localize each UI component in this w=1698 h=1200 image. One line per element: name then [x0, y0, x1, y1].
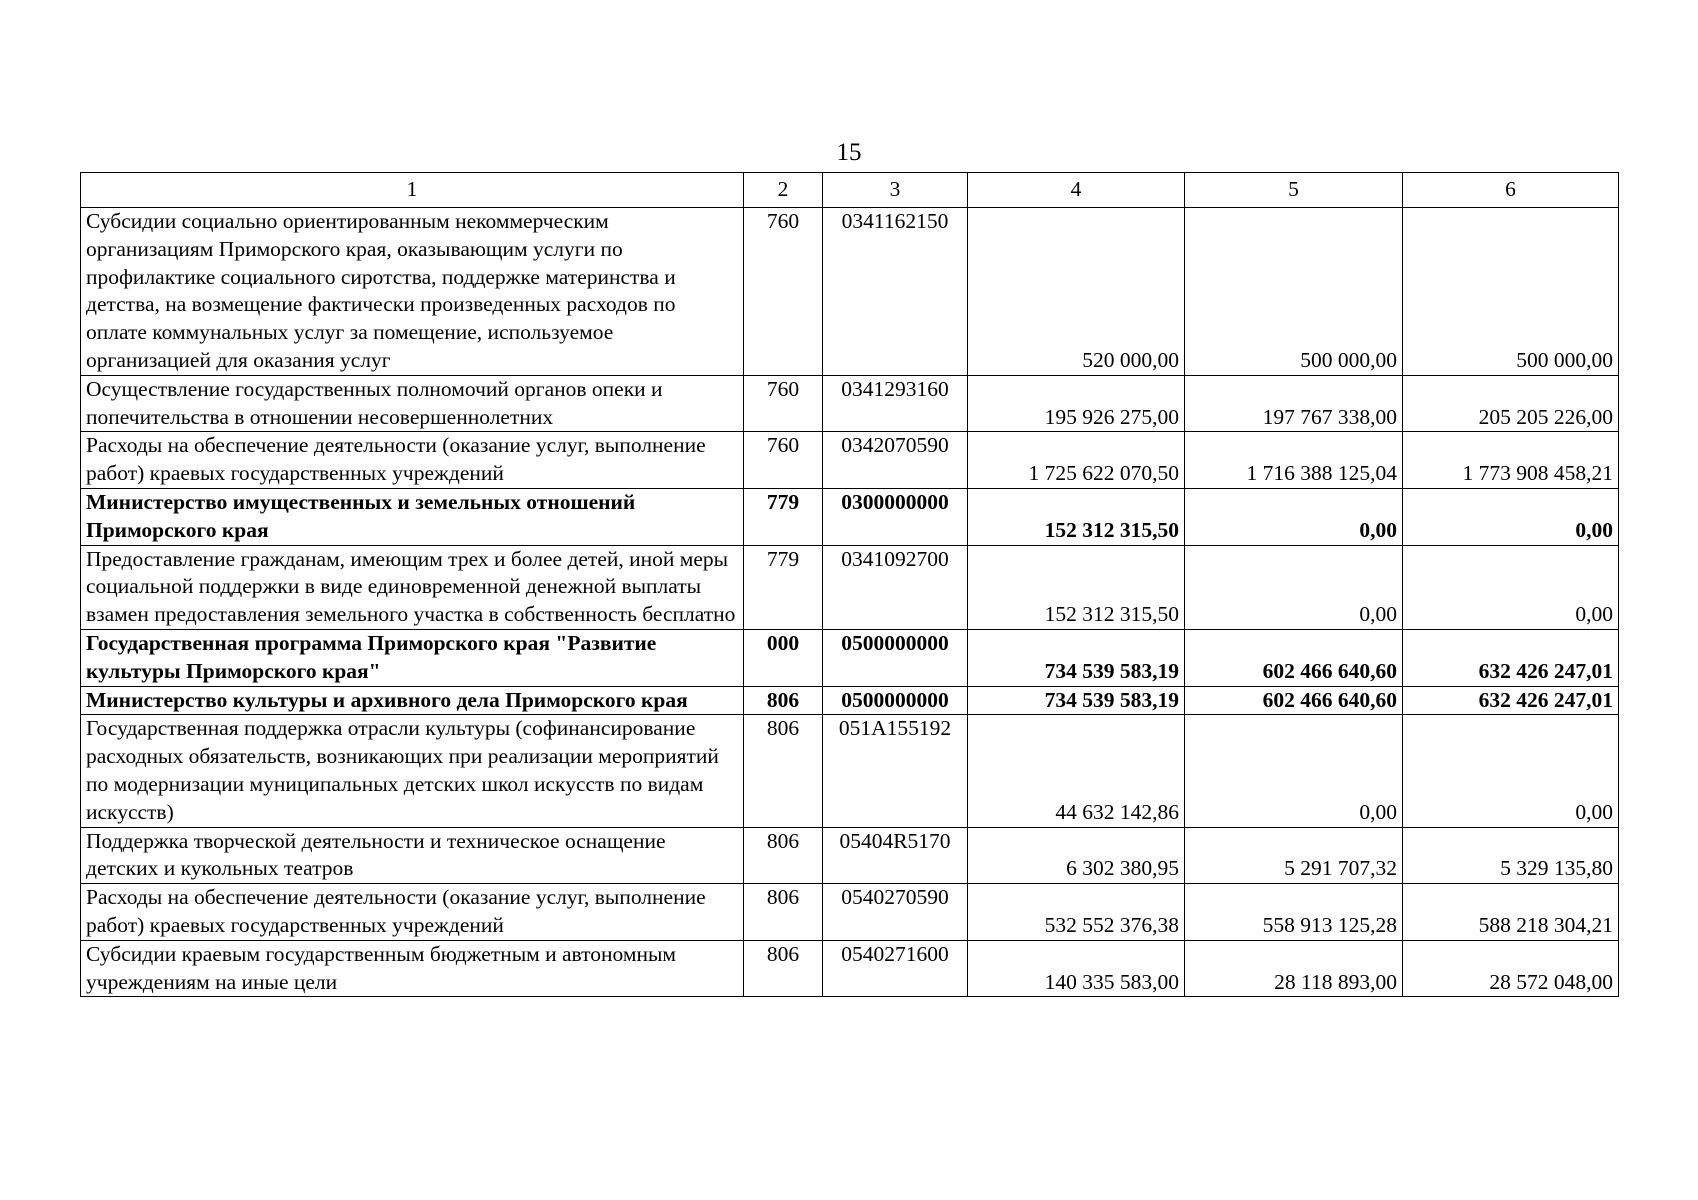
row-amount-col6: 632 426 247,01 [1403, 686, 1619, 715]
row-amount-col5: 197 767 338,00 [1185, 375, 1403, 432]
row-code: 806 [744, 884, 823, 941]
row-amount-col5: 500 000,00 [1185, 208, 1403, 376]
row-amount-col6: 28 572 048,00 [1403, 940, 1619, 997]
row-amount-col4: 1 725 622 070,50 [968, 432, 1185, 489]
row-name: Расходы на обеспечение деятельности (оказание услуг, выполнение работ) краевых государственных учреждений [81, 884, 744, 941]
table-header-row [81, 173, 1619, 208]
row-target-article: 0300000000 [823, 488, 968, 545]
row-name: Министерство культуры и архивного дела Приморского края [81, 686, 744, 715]
row-amount-col6: 0,00 [1403, 715, 1619, 827]
row-amount-col4: 152 312 315,50 [968, 545, 1185, 629]
table-row [81, 208, 1619, 376]
row-amount-col5: 5 291 707,32 [1185, 827, 1403, 884]
row-amount-col5: 0,00 [1185, 545, 1403, 629]
row-code: 806 [744, 827, 823, 884]
row-amount-col5: 0,00 [1185, 488, 1403, 545]
row-target-article: 0500000000 [823, 686, 968, 715]
column-header: 3 [823, 173, 968, 208]
table-row [81, 715, 1619, 827]
row-amount-col4: 195 926 275,00 [968, 375, 1185, 432]
row-amount-col4: 152 312 315,50 [968, 488, 1185, 545]
row-name: Предоставление гражданам, имеющим трех и более детей, иной меры социальной поддержки в виде единовременной денежной выплаты взамен предоставления земельного участка в собственность бесплатно [81, 545, 744, 629]
row-amount-col4: 734 539 583,19 [968, 686, 1185, 715]
row-code: 000 [744, 629, 823, 686]
row-amount-col5: 1 716 388 125,04 [1185, 432, 1403, 489]
row-amount-col6: 5 329 135,80 [1403, 827, 1619, 884]
row-amount-col6: 500 000,00 [1403, 208, 1619, 376]
column-header: 1 [81, 173, 744, 208]
row-name: Поддержка творческой деятельности и техническое оснащение детских и кукольных театров [81, 827, 744, 884]
row-target-article: 051A155192 [823, 715, 968, 827]
row-name: Субсидии краевым государственным бюджетным и автономным учреждениям на иные цели [81, 940, 744, 997]
row-code: 760 [744, 432, 823, 489]
budget-table [80, 172, 1619, 997]
table-row [81, 629, 1619, 686]
row-amount-col6: 632 426 247,01 [1403, 629, 1619, 686]
row-target-article: 0341293160 [823, 375, 968, 432]
row-amount-col4: 6 302 380,95 [968, 827, 1185, 884]
table-row [81, 545, 1619, 629]
row-code: 806 [744, 940, 823, 997]
row-amount-col4: 140 335 583,00 [968, 940, 1185, 997]
row-code: 806 [744, 686, 823, 715]
row-amount-col6: 0,00 [1403, 488, 1619, 545]
row-name: Государственная программа Приморского края "Развитие культуры Приморского края" [81, 629, 744, 686]
row-target-article: 0341162150 [823, 208, 968, 376]
row-amount-col4: 44 632 142,86 [968, 715, 1185, 827]
table-row [81, 827, 1619, 884]
column-header: 5 [1185, 173, 1403, 208]
row-target-article: 05404R5170 [823, 827, 968, 884]
row-target-article: 0341092700 [823, 545, 968, 629]
row-amount-col5: 602 466 640,60 [1185, 686, 1403, 715]
row-amount-col6: 1 773 908 458,21 [1403, 432, 1619, 489]
page-number: 15 [836, 139, 862, 166]
row-amount-col4: 532 552 376,38 [968, 884, 1185, 941]
row-code: 779 [744, 545, 823, 629]
row-target-article: 0540270590 [823, 884, 968, 941]
row-amount-col5: 602 466 640,60 [1185, 629, 1403, 686]
row-name: Расходы на обеспечение деятельности (оказание услуг, выполнение работ) краевых государственных учреждений [81, 432, 744, 489]
row-code: 779 [744, 488, 823, 545]
row-code: 806 [744, 715, 823, 827]
table-row [81, 375, 1619, 432]
column-header: 4 [968, 173, 1185, 208]
row-amount-col4: 520 000,00 [968, 208, 1185, 376]
row-code: 760 [744, 375, 823, 432]
row-amount-col5: 28 118 893,00 [1185, 940, 1403, 997]
row-amount-col5: 0,00 [1185, 715, 1403, 827]
row-amount-col4: 734 539 583,19 [968, 629, 1185, 686]
table-row [81, 432, 1619, 489]
table-row [81, 686, 1619, 715]
row-amount-col6: 588 218 304,21 [1403, 884, 1619, 941]
table-row [81, 940, 1619, 997]
row-amount-col6: 0,00 [1403, 545, 1619, 629]
row-amount-col5: 558 913 125,28 [1185, 884, 1403, 941]
row-target-article: 0342070590 [823, 432, 968, 489]
row-name: Государственная поддержка отрасли культуры (софинансирование расходных обязательств, возникающих при реализации мероприятий по модернизации муниципальных детских школ искусств по видам искусств) [81, 715, 744, 827]
row-name: Осуществление государственных полномочий органов опеки и попечительства в отношении несовершеннолетних [81, 375, 744, 432]
row-name: Министерство имущественных и земельных отношений Приморского края [81, 488, 744, 545]
row-target-article: 0500000000 [823, 629, 968, 686]
table-row [81, 884, 1619, 941]
column-header: 2 [744, 173, 823, 208]
row-name: Субсидии социально ориентированным некоммерческим организациям Приморского края, оказывающим услуги по профилактике социального сиротства, поддержке материнства и детства, на возмещение фактически произведенных расходов по оплате коммунальных услуг за помещение, используемое организацией для оказания услуг [81, 208, 744, 376]
row-amount-col6: 205 205 226,00 [1403, 375, 1619, 432]
row-code: 760 [744, 208, 823, 376]
table-row [81, 488, 1619, 545]
column-header: 6 [1403, 173, 1619, 208]
row-target-article: 0540271600 [823, 940, 968, 997]
